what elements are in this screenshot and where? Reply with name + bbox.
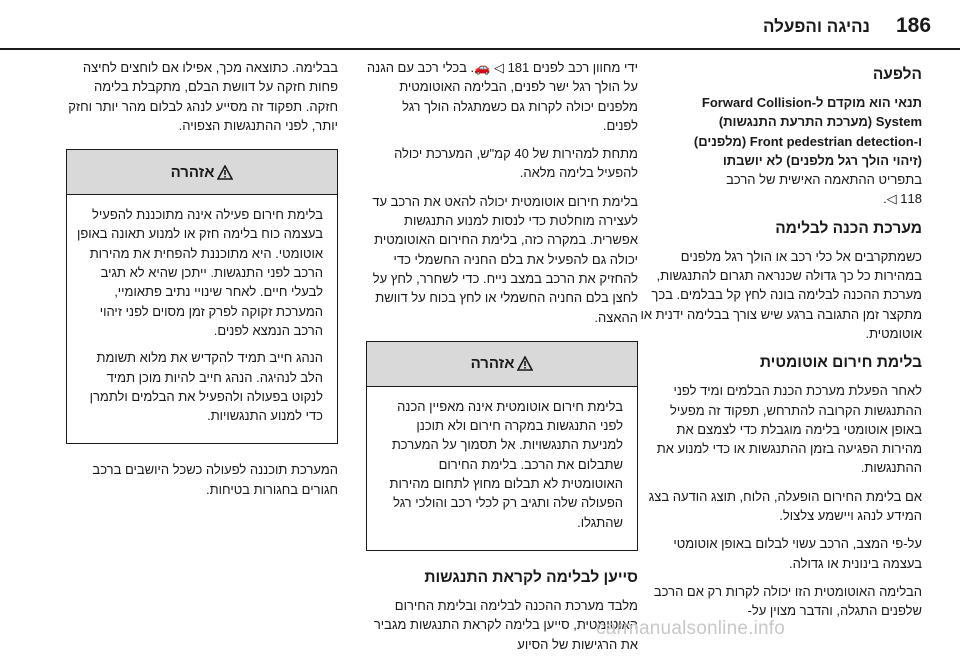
auto-braking-paragraph-3: על-פי המצב, הרכב עשוי לבלום באופן אוטומטי בעצמה בינונית או גדולה. <box>673 536 922 571</box>
vehicle-indicator-paragraph: ידי מחוון רכב לפנים 181 ◁ 🚗. בכלי רכב עם הגנה על הולך רגל ישר לפנים, הבלימה האוטומטית מלפנים יכולה לקרות גם כשמתגלה הולך רגל לפנים. <box>366 60 638 133</box>
warning-text: בלימת חירום אוטומטית אינה מאפיין הכנה לפני התנגשות במקרה חירום ולא תוכנן למניעת התנגשויות. אל תסמוך על המערכת שתבלום את הרכב. בלימת החירום האוטומטית לא תבלום מחוץ לתחום מהירות הפעולה שלה ותגיב רק לכלי רכב והולכי רגל שהתגלו. <box>389 398 623 530</box>
brake-assist-paragraph: מלבד מערכת ההכנה לבלימה ובלימת החירום האוטומטית, סייען בלימה לקראת התנגשות מגביר את הרגישות של הסיוע <box>373 597 638 652</box>
warning-header <box>67 149 337 195</box>
text-line: System (מערכת התרעת התנגשות) <box>718 114 922 130</box>
auto-braking-paragraph-4: הבלימה האוטומטית הזו יכולה לקרות רק אם הרכב שלפנים התגלה, והדבר מצוין על- <box>653 583 922 619</box>
seatbelt-paragraph: המערכת תוכננה לפעולה כשכל היושבים ברכב חגורים בחגורות בטיחות. <box>92 462 338 497</box>
section-heading-activation: הלפעה <box>872 66 922 83</box>
page-header <box>0 0 960 50</box>
warning-text: הנהג חייב תמיד להקדיש את מלוא תשומת הלב לנהיגה. הנהג חייב להיות מוכן תמיד לנקוט בפעולה ולהפעיל את הבלמים ולתמרן כדי למנוע התנגשויות. <box>89 350 323 424</box>
section-heading-auto-emergency-braking: בלימת חירום אוטומטית <box>759 354 922 372</box>
full-stop-paragraph: בלימת חירום אוטומטית יכולה להאט את הרכב עד לעצירה מוחלטת כדי לנסות למנוע התנגשות אפשרית. במקרה כזה, בלימת החירום האוטומטית יכולה גם להפעיל את בלם החניה החשמלי כדי להחזיק את הרכב במצב נייח. כדי לשחרר, לחץ על לחצן בלם החניה החשמלי או לחץ בכוח על דוושת ההאצה. <box>372 193 638 325</box>
warning-header <box>367 341 637 387</box>
brake-assist-continued-paragraph: בבלימה. כתוצאה מכך, אפילו אם לוחצים לחיצה פחות חזקה על דוושת הבלם, מתקבלת בלימה חזקה. תפקוד זה מסייע לנהג לבלום מהר יותר וחזק יותר, לפני ההתנגשות הצפויה. <box>68 60 338 133</box>
text-line: בתפריט ההתאמה האישית של הרכב <box>726 172 922 188</box>
text-line: (זיהוי הולך רגל מלפנים) לא יושבתו <box>722 152 922 168</box>
speed-paragraph: מתחת למהירות של 40 קמ"ש, המערכת יכולה להפעיל בלימה מלאה. <box>394 146 638 181</box>
column-middle <box>366 58 638 663</box>
text-line: ו-Front pedestrian detection (מלפנים) <box>693 133 922 149</box>
column-left <box>66 58 338 508</box>
page-number: 186 <box>896 14 932 37</box>
warning-title: אזהרה <box>170 163 215 181</box>
activation-paragraph <box>636 93 922 209</box>
section-heading-brake-prep: מערכת הכנה לבלימה <box>775 219 922 237</box>
warning-triangle-icon <box>517 356 533 371</box>
warning-body <box>67 195 337 443</box>
column-right <box>636 58 922 630</box>
warning-box <box>366 341 638 551</box>
text-line: תנאי הוא מוקדם ל-Forward Collision <box>701 95 922 110</box>
page-reference: 118 ◁. <box>883 191 922 207</box>
chapter-title: נהיגה והפעלה <box>762 17 870 36</box>
brake-prep-paragraph: כשמתקרבים אל כלי רכב או הולך רגל מלפנים במהירות כל כך גדולה שכנראה תגרום להתנגשות, מערכת ההכנה לבלימה בונה לחץ קל בבלמים. בכך מתקצר זמן התגובה ברגע שיש צורך בבלימה ידנית או אוטומטית. <box>640 248 922 341</box>
warning-title: אזהרה <box>470 355 515 373</box>
warning-text: בלימת חירום פעילה אינה מתוכננת להפעיל בעצמה כוח בלימה חזק או למנוע תאונה באופן אוטומטי. היא מתוכננת להפחית את מהירות הרכב לפני התנגשות. ייתכן שהיא לא תגיב לבעלי חיים. לאחר שינויי נתיב פתאומיי, המערכת זקוקה לפרק זמן מסוים לפני זיהוי הרכב הנמצא לפנים. <box>76 207 323 338</box>
auto-braking-paragraph-2: אם בלימת החירום הופעלה, הלוח, תוצג הודעה בצג המידע לנהג ויישמע צלצול. <box>648 488 922 524</box>
watermark: carmanualsonline.info <box>596 618 786 639</box>
warning-triangle-icon <box>217 165 233 180</box>
section-heading-collision-brake-assist: סייען לבלימה לקראת התנגשות <box>424 568 638 586</box>
warning-box <box>66 149 338 444</box>
warning-body <box>367 387 637 550</box>
auto-braking-paragraph-1: לאחר הפעלת מערכת הכנת הבלמים ומיד לפני ההתנגשות הקרובה להתרחש, תפקוד זה מפעיל באופן אוטומטי בלימה מוגבלת כדי לצמצם את מהירות הפגיעה בזמן ההתנגשות או כדי למנוע את ההתנגשות. <box>656 383 922 476</box>
